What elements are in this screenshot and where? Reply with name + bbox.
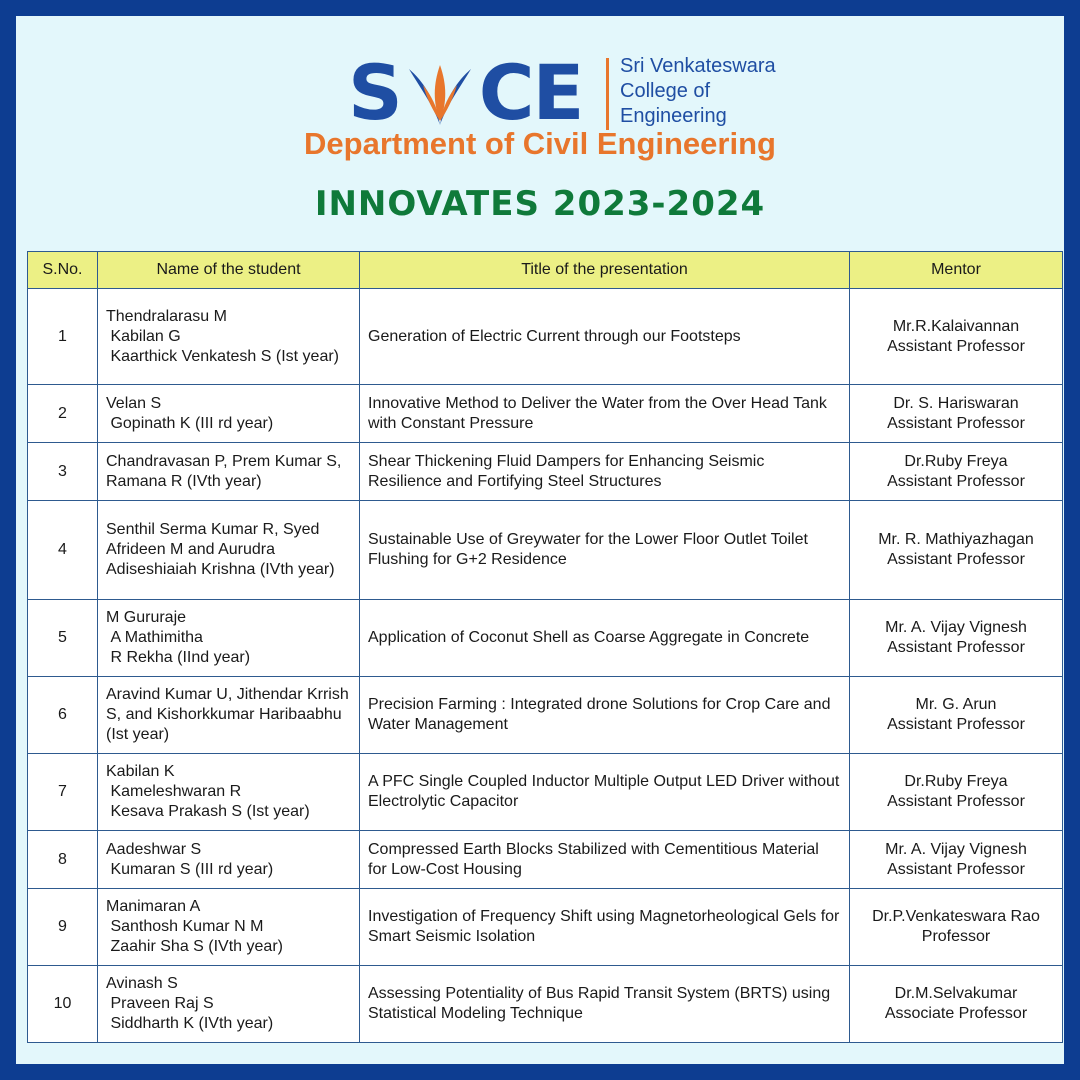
mentor	[850, 966, 1063, 1043]
student-name-line: Chandravasan P, Prem Kumar S, Ramana R (IVth year)	[106, 452, 346, 490]
student-name-line: Aravind Kumar U, Jithendar Krrish S, and Kishorkkumar Haribaabhu (Ist year)	[106, 686, 354, 743]
mentor-designation: Assistant Professor	[887, 472, 1025, 490]
student-names	[98, 889, 360, 966]
student-names	[98, 754, 360, 831]
mentor-designation: Assistant Professor	[887, 639, 1025, 656]
student-name-line: A Mathimitha	[106, 629, 203, 646]
header-mentor: Mentor	[850, 252, 1063, 289]
header-presentation-title: Title of the presentation	[360, 252, 850, 289]
student-names	[98, 443, 360, 501]
mentor-name: Dr.Ruby Freya	[904, 773, 1008, 790]
student-name-line: Kabilan G	[106, 327, 181, 345]
student-name-line: Siddharth K (IVth year)	[106, 1015, 274, 1032]
table-row	[28, 385, 1063, 443]
student-name-line: M Gururaje	[106, 609, 187, 626]
logo-divider	[606, 58, 609, 130]
student-names	[98, 677, 360, 754]
college-name	[620, 54, 776, 129]
table-row	[28, 443, 1063, 501]
student-names	[98, 385, 360, 443]
mentor-designation: Assistant Professor	[887, 793, 1025, 810]
table-row	[28, 889, 1063, 966]
logo-mark	[348, 48, 582, 138]
mentor-name: Dr.M.Selvakumar	[894, 985, 1018, 1002]
serial-number: 9	[28, 889, 98, 966]
mentor	[850, 754, 1063, 831]
table-row	[28, 600, 1063, 677]
presentation-title: Innovative Method to Deliver the Water from the Over Head Tank with Constant Pressure	[360, 385, 850, 443]
student-name-line: Zaahir Sha S (IVth year)	[106, 938, 283, 955]
mentor	[850, 889, 1063, 966]
presentation-title: Investigation of Frequency Shift using Magnetorheological Gels for Smart Seismic Isolation	[360, 889, 850, 966]
student-name-line: Velan S	[106, 394, 162, 412]
mentor-designation: Assistant Professor	[887, 414, 1025, 432]
mentor-name: Mr. R. Mathiyazhagan	[878, 531, 1034, 548]
student-name-line: Santhosh Kumar N M	[106, 918, 264, 935]
table-row	[28, 501, 1063, 600]
student-name-line: R Rekha (IInd year)	[106, 649, 251, 666]
student-name-line: Kaarthick Venkatesh S (Ist year)	[106, 347, 339, 365]
student-name-line: Kesava Prakash S (Ist year)	[106, 803, 310, 820]
mentor	[850, 443, 1063, 501]
poster-panel	[16, 16, 1064, 1064]
college-name-line: Engineering	[620, 105, 727, 127]
mentor-name: Dr.Ruby Freya	[904, 452, 1008, 470]
header-sno: S.No.	[28, 252, 98, 289]
student-name-line: Manimaran A	[106, 898, 201, 915]
mentor	[850, 289, 1063, 385]
logo-letters-ce: CE	[478, 48, 583, 137]
student-name-line: Praveen Raj S	[106, 995, 214, 1012]
table-row	[28, 966, 1063, 1043]
table-header-row	[28, 252, 1063, 289]
mentor-designation: Assistant Professor	[887, 551, 1025, 568]
table-row	[28, 831, 1063, 889]
table-body	[28, 289, 1063, 1043]
presentation-title: Application of Coconut Shell as Coarse Aggregate in Concrete	[360, 600, 850, 677]
leaf-v-icon	[403, 55, 477, 131]
department-heading: Department of Civil Engineering	[304, 126, 776, 161]
student-names	[98, 501, 360, 600]
header-student-name: Name of the student	[98, 252, 360, 289]
mentor	[850, 831, 1063, 889]
serial-number: 8	[28, 831, 98, 889]
mentor-designation: Assistant Professor	[887, 860, 1025, 878]
serial-number: 6	[28, 677, 98, 754]
student-names	[98, 289, 360, 385]
table-row	[28, 677, 1063, 754]
serial-number: 3	[28, 443, 98, 501]
mentor-name: Mr. A. Vijay Vignesh	[885, 840, 1027, 858]
event-title: INNOVATES 2023-2024	[314, 184, 766, 224]
college-name-line: Sri Venkateswara	[620, 55, 776, 77]
mentor-designation: Assistant Professor	[887, 716, 1025, 733]
presentation-title: Shear Thickening Fluid Dampers for Enhancing Seismic Resilience and Fortifying Steel Structures	[360, 443, 850, 501]
student-name-line: Kameleshwaran R	[106, 783, 242, 800]
mentor-designation: Professor	[921, 928, 991, 945]
mentor	[850, 600, 1063, 677]
student-name-line: Avinash S	[106, 975, 178, 992]
mentor	[850, 677, 1063, 754]
table-row	[28, 289, 1063, 385]
presentation-title: Assessing Potentiality of Bus Rapid Transit System (BRTS) using Statistical Modeling Technique	[360, 966, 850, 1043]
student-name-line: Thendralarasu M	[106, 307, 227, 325]
mentor-designation: Associate Professor	[884, 1005, 1028, 1022]
mentor	[850, 501, 1063, 600]
mentor-name: Mr.R.Kalaivannan	[892, 317, 1020, 335]
mentor	[850, 385, 1063, 443]
logo-letter-s: S	[348, 48, 401, 137]
presentation-title: Compressed Earth Blocks Stabilized with Cementitious Material for Low-Cost Housing	[360, 831, 850, 889]
table-row	[28, 754, 1063, 831]
student-name-line: Gopinath K (III rd year)	[106, 414, 274, 432]
student-names	[98, 831, 360, 889]
serial-number: 1	[28, 289, 98, 385]
mentor-name: Dr.P.Venkateswara Rao	[872, 908, 1040, 925]
presentation-title: Sustainable Use of Greywater for the Lower Floor Outlet Toilet Flushing for G+2 Residence	[360, 501, 850, 600]
presentation-title: Precision Farming : Integrated drone Solutions for Crop Care and Water Management	[360, 677, 850, 754]
mentor-name: Dr. S. Hariswaran	[893, 394, 1019, 412]
mentor-designation: Assistant Professor	[887, 337, 1025, 355]
serial-number: 2	[28, 385, 98, 443]
serial-number: 10	[28, 966, 98, 1043]
serial-number: 4	[28, 501, 98, 600]
presentation-title: Generation of Electric Current through our Footsteps	[360, 289, 850, 385]
student-name-line: Aadeshwar S	[106, 840, 202, 858]
student-name-line: Senthil Serma Kumar R, Syed Afrideen M and Aurudra Adiseshiaiah Krishna (IVth year)	[106, 521, 335, 578]
serial-number: 7	[28, 754, 98, 831]
student-name-line: Kumaran S (III rd year)	[106, 860, 274, 878]
student-names	[98, 966, 360, 1043]
serial-number: 5	[28, 600, 98, 677]
mentor-name: Mr. G. Arun	[915, 696, 997, 713]
student-name-line: Kabilan K	[106, 763, 175, 780]
college-logo	[348, 48, 788, 138]
student-names	[98, 600, 360, 677]
mentor-name: Mr. A. Vijay Vignesh	[885, 619, 1027, 636]
college-name-line: College of	[620, 80, 711, 102]
presentation-title: A PFC Single Coupled Inductor Multiple Output LED Driver without Electrolytic Capacitor	[360, 754, 850, 831]
presentations-table	[27, 251, 1063, 1043]
